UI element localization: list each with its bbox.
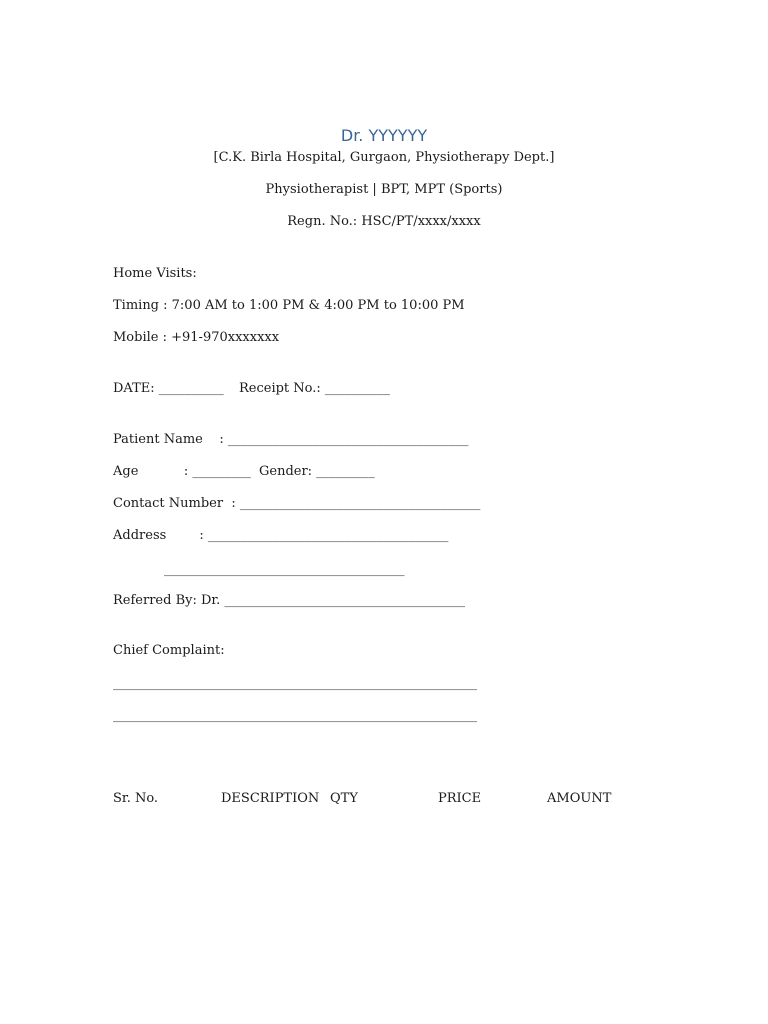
column-header-qty: QTY — [330, 791, 358, 806]
address-line-2: _____________________________________ — [164, 562, 405, 577]
column-header-description: DESCRIPTION — [221, 791, 320, 806]
chief-complaint-label: Chief Complaint: — [113, 643, 225, 658]
timing: Timing : 7:00 AM to 1:00 PM & 4:00 PM to 10:00 PM — [113, 298, 465, 313]
column-header-sr-no: Sr. No. — [113, 791, 159, 806]
receipt-number-field: Receipt No.: __________ — [239, 381, 390, 396]
contact-number-field: Contact Number : _____________________________________ — [113, 496, 481, 511]
column-header-amount: AMOUNT — [547, 791, 612, 806]
age-field: Age : _________ — [113, 464, 251, 479]
date-field: DATE: __________ — [113, 381, 224, 396]
complaint-line-1: ________________________________________________________ — [113, 676, 477, 691]
mobile: Mobile : +91-970xxxxxxx — [113, 330, 280, 345]
address-field: Address : _____________________________________ — [113, 528, 449, 543]
doctor-name: Dr. YYYYYY — [340, 126, 428, 145]
patient-name-field: Patient Name : _____________________________________ — [113, 432, 469, 447]
gender-field: Gender: _________ — [259, 464, 375, 479]
qualification: Physiotherapist | BPT, MPT (Sports) — [265, 182, 503, 197]
referred-by-field: Referred By: Dr. _____________________________________ — [113, 593, 465, 608]
complaint-line-2: ________________________________________________________ — [113, 708, 477, 723]
home-visits-label: Home Visits: — [113, 266, 197, 281]
registration-number: Regn. No.: HSC/PT/xxxx/xxxx — [287, 214, 481, 229]
column-header-price: PRICE — [438, 791, 482, 806]
hospital-name: [C.K. Birla Hospital, Gurgaon, Physiotherapy Dept.] — [213, 150, 555, 165]
